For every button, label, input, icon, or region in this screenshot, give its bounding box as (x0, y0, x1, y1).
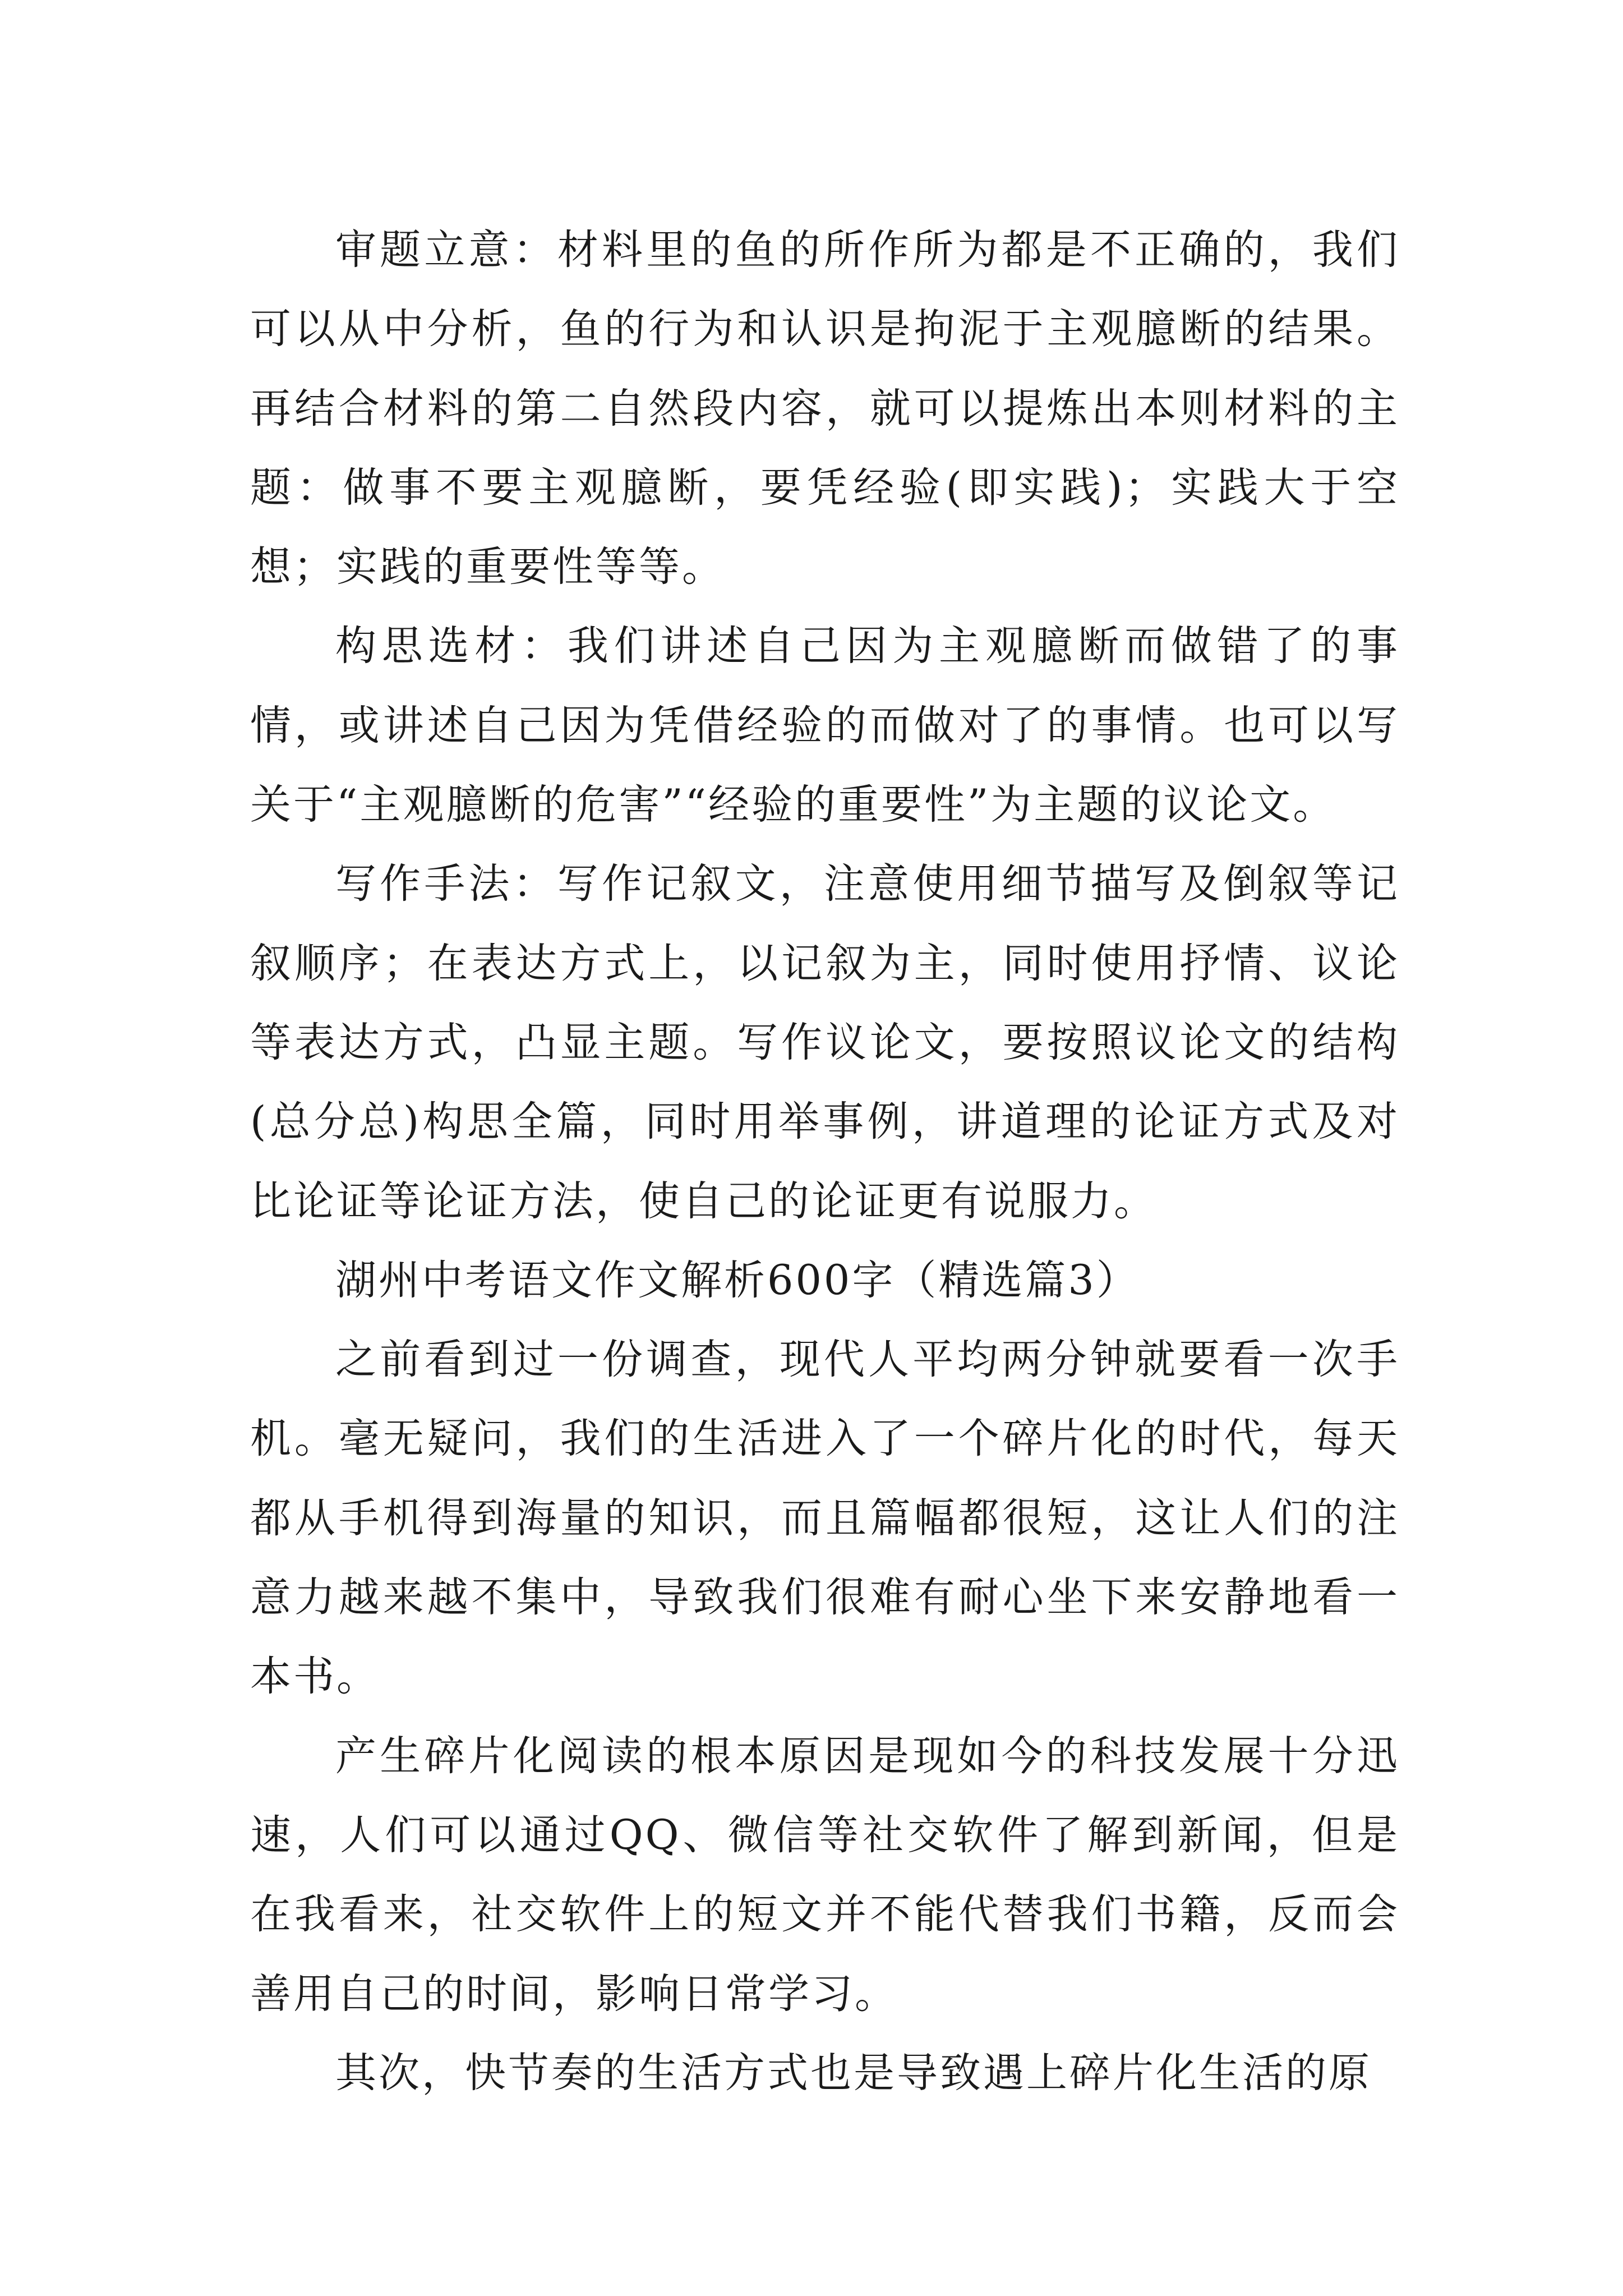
essay-paragraph-intro: 之前看到过一份调查，现代人平均两分钟就要看一次手机。毫无疑问，我们的生活进入了一个碎片化的时代，每天都从手机得到海量的知识，而且篇幅都很短，这让人们的注意力越来越不集中，导致我们很难有耐心坐下来安静地看一本书。 (250, 1336, 1400, 1701)
paragraph-material-selection: 构思选材：我们讲述自己因为主观臆断而做错了的事情，或讲述自己因为凭借经验的而做对了的事情。也可以写关于“主观臆断的危害”“经验的重要性”为主题的议论文。 (250, 622, 1400, 829)
paragraph-topic-analysis: 审题立意：材料里的鱼的所作所为都是不正确的，我们可以从中分析，鱼的行为和认识是拘泥于主观臆断的结果。再结合材料的第二自然段内容，就可以提炼出本则材料的主题：做事不要主观臆断，要凭经验(即实践)；实践大于空想；实践的重要性等等。 (250, 226, 1400, 591)
essay-paragraph-second-cause: 其次，快节奏的生活方式也是导致遇上碎片化生活的原 (335, 2049, 1372, 2097)
essay-paragraph-cause: 产生碎片化阅读的根本原因是现如今的科技发展十分迅速，人们可以通过QQ、微信等社交软件了解到新闻，但是在我看来，社交软件上的短文并不能代替我们书籍，反而会善用自己的时间，影响日常学习。 (250, 1732, 1400, 2018)
paragraph-writing-technique: 写作手法：写作记叙文，注意使用细节描写及倒叙等记叙顺序；在表达方式上，以记叙为主，同时使用抒情、议论等表达方式，凸显主题。写作议论文，要按照议论文的结构(总分总)构思全篇，同时用举事例，讲道理的论证方式及对比论证等论证方法，使自己的论证更有说服力。 (250, 860, 1400, 1225)
document-body (250, 210, 1400, 2113)
section-heading: 湖州中考语文作文解析600字（精选篇3） (335, 1256, 1140, 1304)
